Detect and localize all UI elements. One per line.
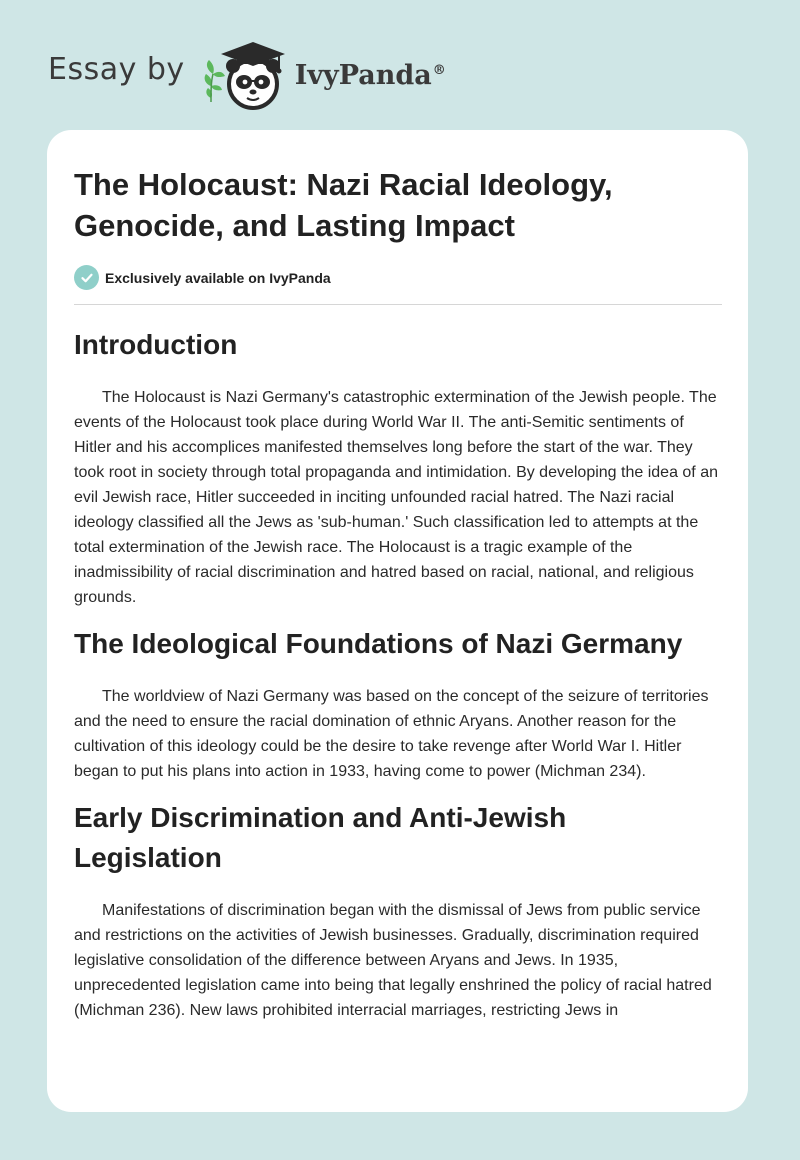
site-header [48, 34, 446, 114]
essay-card [47, 130, 748, 1112]
brand-name-text: IvyPanda [294, 59, 432, 91]
essay-by-label: Essay by [48, 51, 185, 87]
check-icon [74, 265, 99, 290]
exclusive-label: Exclusively available on IvyPanda [105, 269, 331, 286]
brand-name[interactable] [295, 60, 446, 91]
registered-mark: ® [432, 62, 446, 78]
ivypanda-logo-icon[interactable] [199, 34, 291, 114]
section-heading-early-discrimination: Early Discrimination and Anti-Jewish Legislation [74, 802, 567, 873]
section-body-ideological-foundations: The worldview of Nazi Germany was based on the concept of the seizure of territories and the need to ensure the racial domination of ethnic Aryans. Another reason for the cultivation of this ideology could be the desire to take revenge after World War I. Hitler began to put his plans into action in 1933, having come to power (Michman 234). [74, 688, 709, 780]
exclusive-badge [74, 265, 721, 290]
section-body-early-discrimination: Manifestations of discrimination began with the dismissal of Jews from public service and restrictions on the activities of Jewish businesses. Gradually, discrimination required legislative consolidation of the difference between Aryans and Jews. In 1935, unprecedented legislation came into being that legally enshrined the policy of racial hatred (Michman 236). New laws prohibited interracial marriages, restricting Jews in [74, 902, 712, 1019]
section-heading-ideological-foundations: The Ideological Foundations of Nazi Germany [74, 628, 683, 659]
section-body-introduction: The Holocaust is Nazi Germany's catastrophic extermination of the Jewish people. The events of the Holocaust took place during World War II. The anti-Semitic sentiments of Hitler and his accomplices manifested themselves long before the start of the war. They took root in society through total propaganda and intimidation. By developing the idea of an evil Jewish race, Hitler succeeded in inciting unfounded racial hatred. The Nazi racial ideology classified all the Jews as 'sub-human.' Such classification led to attempts at the total extermination of the Jewish race. The Holocaust is a tragic example of the inadmissibility of racial discrimination and hatred based on racial, national, and religious grounds. [74, 389, 718, 606]
title-divider [74, 304, 722, 305]
section-heading-introduction: Introduction [74, 329, 238, 360]
essay-title: The Holocaust: Nazi Racial Ideology, Genocide, and Lasting Impact [74, 167, 613, 243]
